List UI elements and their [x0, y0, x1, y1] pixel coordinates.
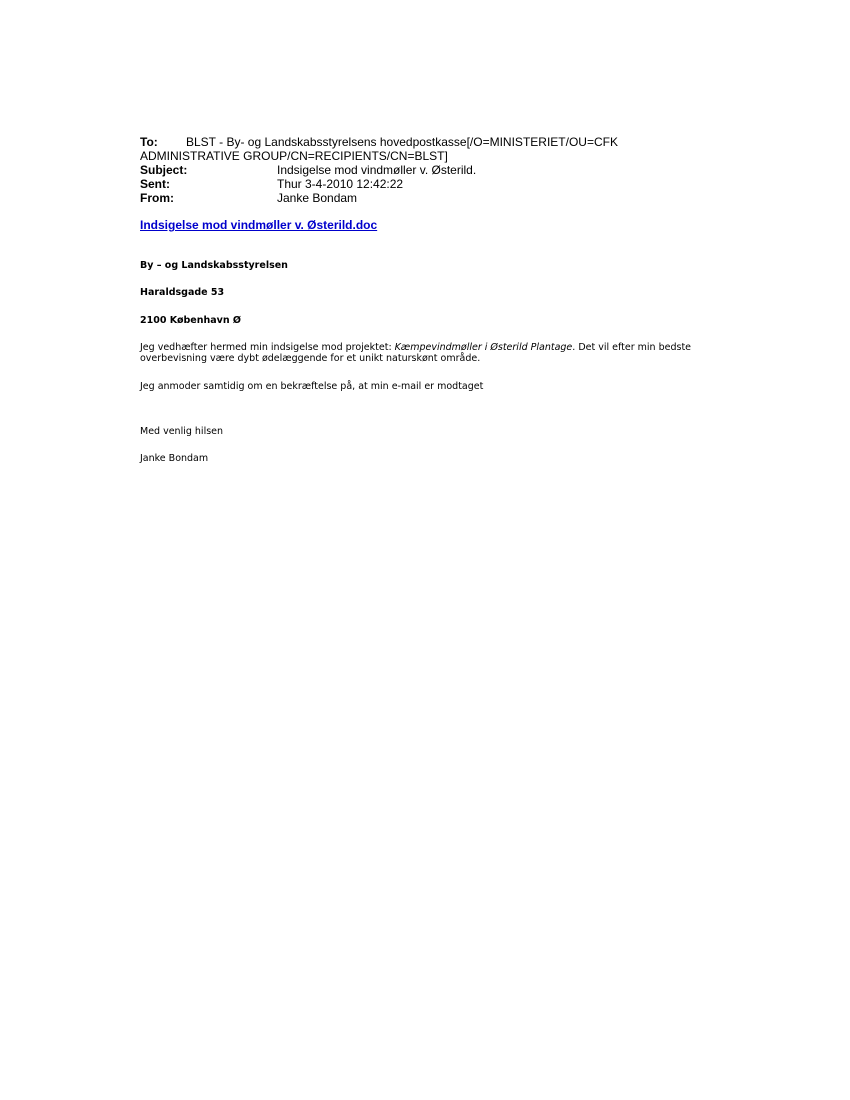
recipient-street: Haraldsgade 53 — [140, 287, 225, 298]
closing: Med venlig hilsen — [140, 426, 224, 437]
sent-row — [140, 177, 740, 191]
to-value: BLST - By- og Landskabsstyrelsens hovedpostkasse[/O=MINISTERIET/OU=CFK — [186, 135, 618, 149]
paragraph-attachment-text-after: . Det vil efter min bedste overbevisning være dybt ødelæggende for et unikt naturskønt område. — [140, 342, 692, 364]
from-value: Janke Bondam — [277, 191, 358, 205]
paragraph-attachment-note — [140, 342, 715, 364]
to-row — [140, 135, 740, 149]
subject-label: Subject: — [140, 163, 188, 177]
sent-label: Sent: — [140, 177, 170, 191]
paragraph-confirmation-request: Jeg anmoder samtidig om en bekræftelse på, at min e-mail er modtaget — [140, 381, 484, 392]
recipient-city: 2100 København Ø — [140, 315, 241, 326]
from-label: From: — [140, 191, 174, 205]
attachment-link[interactable]: Indsigelse mod vindmøller v. Østerild.doc — [140, 218, 378, 232]
sent-value: Thur 3-4-2010 12:42:22 — [277, 177, 404, 191]
paragraph-attachment-text-before: Jeg vedhæfter hermed min indsigelse mod projektet: — [140, 342, 395, 353]
signature: Janke Bondam — [140, 453, 209, 464]
subject-value: Indsigelse mod vindmøller v. Østerild. — [277, 163, 477, 177]
project-name: Kæmpevindmøller i Østerild Plantage — [394, 342, 573, 353]
email-header — [140, 135, 740, 205]
from-row — [140, 191, 740, 205]
to-value-continuation: ADMINISTRATIVE GROUP/CN=RECIPIENTS/CN=BLST] — [140, 149, 448, 163]
subject-row — [140, 163, 740, 177]
to-label: To: — [140, 135, 158, 149]
recipient-name: By – og Landskabsstyrelsen — [140, 260, 288, 271]
